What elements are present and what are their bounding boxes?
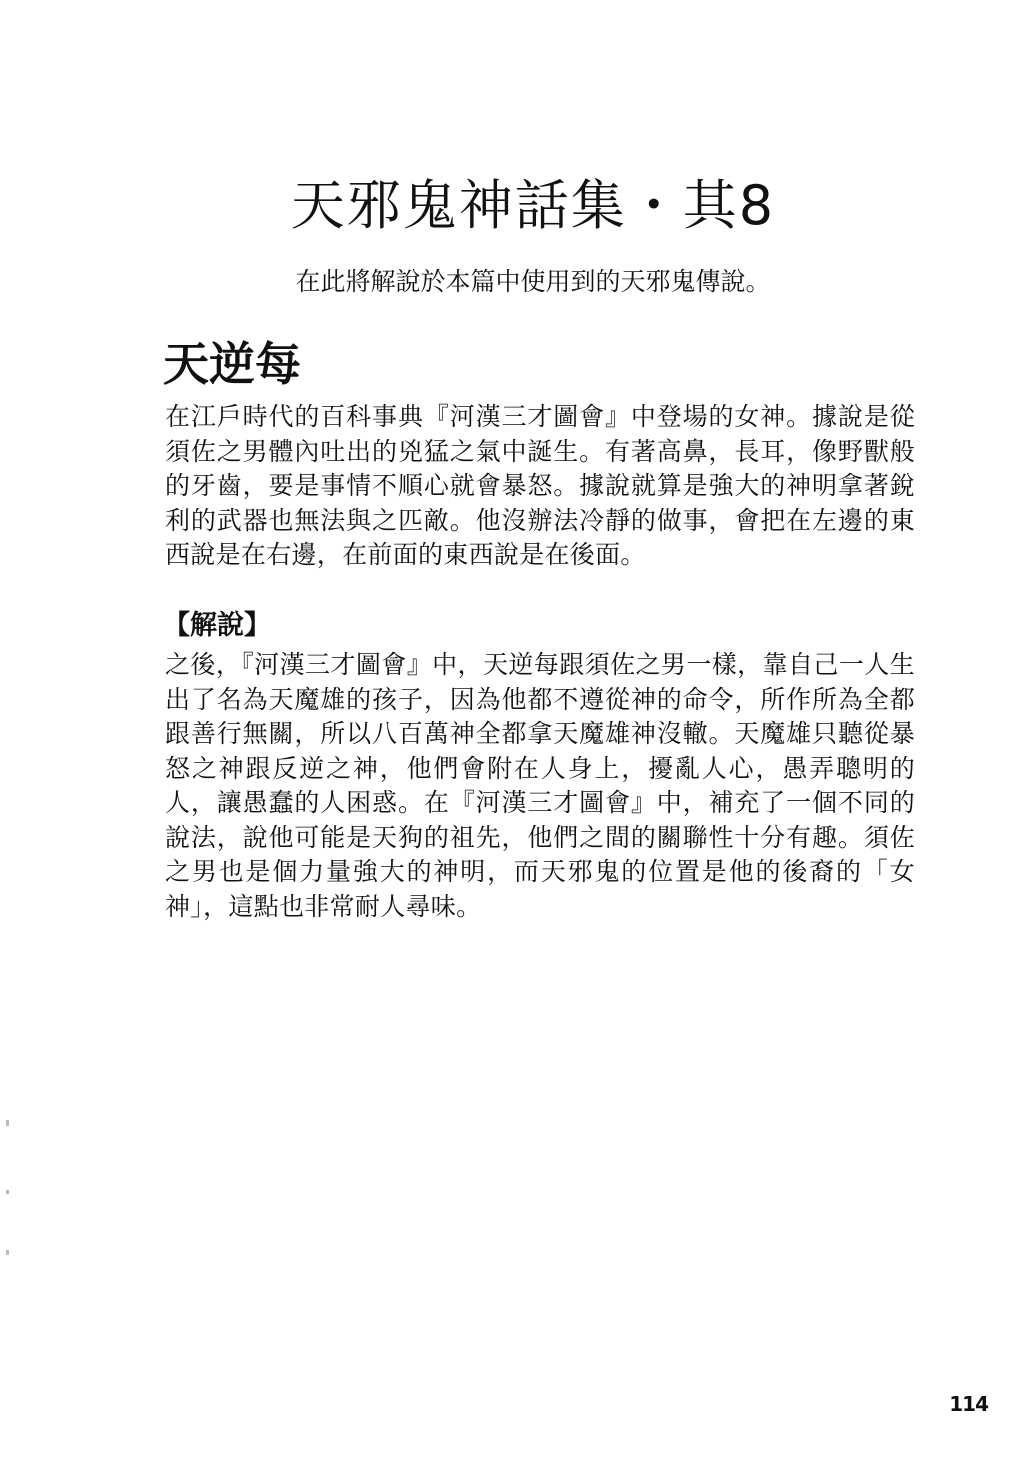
section-heading: 天逆每 bbox=[163, 337, 301, 391]
scan-speck bbox=[6, 1250, 9, 1255]
scan-speck bbox=[6, 1190, 9, 1194]
scan-speck bbox=[6, 1120, 9, 1126]
note-paragraph: 之後，『河漢三才圖會』中，天逆每跟須佐之男一樣，靠自己一人生出了名為天魔雄的孩子，因為他都不遵從神的命令，所作所為全都跟善行無關，所以八百萬神全都拿天魔雄神沒轍。天魔雄只聽從暴怒之神跟反逆之神，他們會附在人身上，擾亂人心，愚弄聰明的人，讓愚蠢的人困惑。在『河漢三才圖會』中，補充了一個不同的說法，說他可能是天狗的祖先，他們之間的關聯性十分有趣。須佐之男也是個力量強大的神明，而天邪鬼的位置是他的後裔的「女神」，這點也非常耐人尋味。 bbox=[165, 650, 915, 921]
page-number: 114 bbox=[949, 1392, 988, 1416]
page-title: 天邪鬼神話集・其8 bbox=[290, 174, 776, 237]
note-heading: 【解說】 bbox=[163, 610, 271, 641]
intro-paragraph: 在江戶時代的百科事典『河漢三才圖會』中登場的女神。據說是從須佐之男體內吐出的兇猛之氣中誕生。有著高鼻，長耳，像野獸般的牙齒，要是事情不順心就會暴怒。據說就算是強大的神明拿著銳利的武器也無法與之匹敵。他沒辦法冷靜的做事，會把在左邊的東西說是在右邊，在前面的東西說是在後面。 bbox=[165, 402, 915, 569]
page-subtitle: 在此將解說於本篇中使用到的天邪鬼傳說。 bbox=[295, 267, 771, 296]
